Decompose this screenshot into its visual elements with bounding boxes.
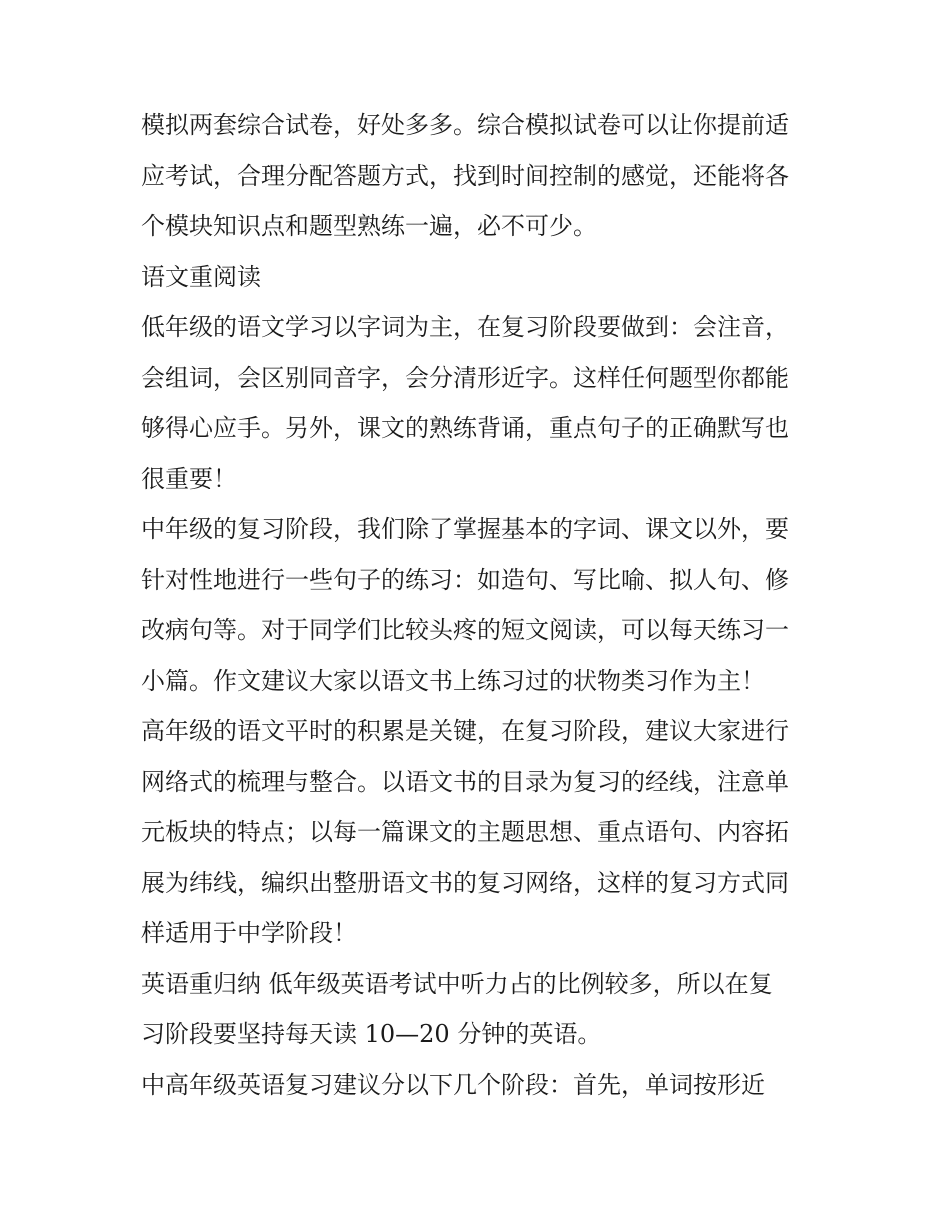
text-line: 应考试，合理分配答题方式，找到时间控制的感觉，还能将各 bbox=[141, 161, 789, 190]
section-heading-chinese-reading bbox=[141, 252, 816, 303]
text-line: 很重要！ bbox=[141, 464, 237, 493]
text-line: 展为纬线，编织出整册语文书的复习网络，这样的复习方式同 bbox=[141, 868, 789, 897]
document-body bbox=[141, 100, 816, 1110]
paragraph-lower-grade-chinese bbox=[141, 302, 816, 504]
paragraph-english-summary bbox=[141, 959, 816, 1060]
text-line: 低年级的语文学习以字词为主，在复习阶段要做到：会注音， bbox=[141, 313, 789, 341]
text-line: 模拟两套综合试卷，好处多多。综合模拟试卷可以让你提前适 bbox=[141, 111, 789, 139]
text-line: 中高年级英语复习建议分以下几个阶段：首先，单词按形近 bbox=[141, 1070, 765, 1099]
text-line: 会组词，会区别同音字，会分清形近字。这样任何题型你都能 bbox=[141, 363, 789, 392]
text-line: 样适用于中学阶段！ bbox=[141, 919, 357, 947]
text-line: 习阶段要坚持每天读 10—20 分钟的英语。 bbox=[141, 1020, 602, 1048]
paragraph-middle-grade-chinese bbox=[141, 504, 816, 706]
text-line: 够得心应手。另外，课文的熟练背诵，重点句子的正确默写也 bbox=[141, 414, 789, 442]
text-line: 网络式的梳理与整合。以语文书的目录为复习的经线，注意单 bbox=[141, 767, 789, 796]
text-line: 针对性地进行一些句子的练习：如造句、写比喻、拟人句、修 bbox=[141, 565, 789, 594]
text-line: 小篇。作文建议大家以语文书上练习过的状物类习作为主！ bbox=[141, 666, 765, 695]
text-line: 语文重阅读 bbox=[141, 262, 261, 291]
text-line: 中年级的复习阶段，我们除了掌握基本的字词、课文以外，要 bbox=[141, 515, 789, 543]
paragraph-upper-grade-chinese bbox=[141, 706, 816, 959]
paragraph-mock-exam bbox=[141, 100, 816, 252]
text-line: 元板块的特点；以每一篇课文的主题思想、重点语句、内容拓 bbox=[141, 818, 789, 846]
paragraph-upper-grade-english bbox=[141, 1060, 816, 1111]
text-line: 英语重归纳 低年级英语考试中听力占的比例较多，所以在复 bbox=[141, 969, 773, 998]
text-line: 个模块知识点和题型熟练一遍，必不可少。 bbox=[141, 212, 597, 240]
text-line: 改病句等。对于同学们比较头疼的短文阅读，可以每天练习一 bbox=[141, 616, 789, 644]
text-line: 高年级的语文平时的积累是关键，在复习阶段，建议大家进行 bbox=[141, 717, 789, 745]
